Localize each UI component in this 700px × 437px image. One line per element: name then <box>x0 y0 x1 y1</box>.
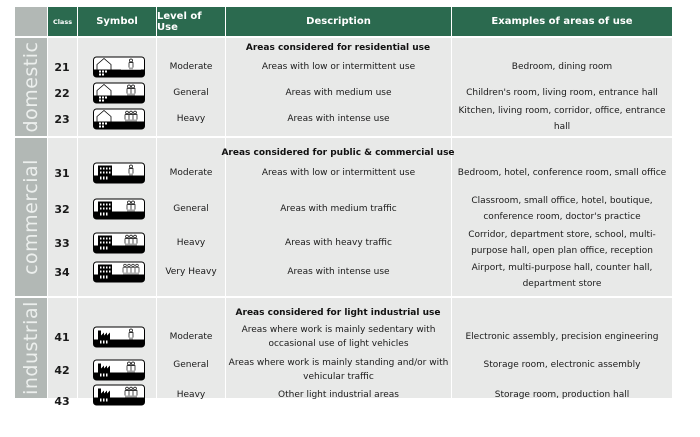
examples: Children's room, living room, entrance hall <box>466 88 658 98</box>
house-1-person-icon <box>93 57 145 78</box>
table-row <box>15 227 672 259</box>
header-class: Class <box>48 7 77 36</box>
table-row <box>15 193 672 225</box>
description: Areas with medium traffic <box>280 204 397 214</box>
office-2-persons-icon <box>93 199 145 220</box>
description: Areas with low or intermittent use <box>261 168 416 178</box>
level-of-use: General <box>173 360 209 370</box>
examples: Electronic assembly, precision engineering <box>465 332 659 342</box>
level-of-use: Heavy <box>176 390 206 400</box>
office-3-persons-icon <box>93 233 145 254</box>
level-of-use: Heavy <box>176 114 206 124</box>
level-of-use: General <box>173 88 209 98</box>
header-side-blank <box>15 7 47 36</box>
level-of-use: Moderate <box>169 168 213 178</box>
class-number: 32 <box>54 202 70 216</box>
factory-2-persons-icon <box>93 360 145 381</box>
section-commercial <box>15 138 672 296</box>
level-of-use: Very Heavy <box>165 267 217 277</box>
table-row <box>15 322 672 352</box>
table-row <box>15 83 672 103</box>
table-row <box>15 385 672 408</box>
table-row <box>15 57 672 77</box>
description: Areas where work is mainly standing and/or with vehicular traffic <box>228 358 449 382</box>
header-description: Description <box>226 7 451 36</box>
factory-1-person-icon <box>93 327 145 348</box>
level-of-use: Moderate <box>169 332 213 342</box>
table-row <box>15 106 672 132</box>
section-label: domestic <box>20 41 42 133</box>
class-number: 34 <box>54 265 70 279</box>
section-title: Areas considered for public & commercial use <box>221 148 455 158</box>
section-industrial <box>15 298 672 408</box>
examples: Corridor, department store, school, multi-purpose hall, open plan office, reception <box>468 230 656 256</box>
class-number: 22 <box>54 86 70 100</box>
level-of-use: Heavy <box>176 238 206 248</box>
examples: Airport, multi-purpose hall, counter hall, department store <box>471 263 653 289</box>
description: Other light industrial areas <box>278 390 399 400</box>
description: Areas with medium use <box>285 88 392 98</box>
table-row <box>15 260 672 292</box>
office-1-person-icon <box>93 163 145 184</box>
examples: Bedroom, hotel, conference room, small office <box>457 168 667 178</box>
class-number: 42 <box>54 363 70 377</box>
description: Areas where work is mainly sedentary with occasional use of light vehicles <box>241 325 436 349</box>
class-number: 43 <box>54 394 70 408</box>
examples: Bedroom, dining room <box>511 62 613 72</box>
house-2-persons-icon <box>93 83 145 104</box>
description: Areas with low or intermittent use <box>261 62 416 72</box>
level-of-use: General <box>173 204 209 214</box>
section-label: industrial <box>20 301 42 395</box>
section-label: commercial <box>20 159 42 275</box>
examples: Storage room, electronic assembly <box>483 360 641 370</box>
factory-3-persons-icon <box>93 385 145 406</box>
examples: Kitchen, living room, corridor, office, entrance hall <box>458 106 666 132</box>
header-examples: Examples of areas of use <box>452 7 672 36</box>
description: Areas with intense use <box>287 267 390 277</box>
class-number: 31 <box>54 166 70 180</box>
class-number: 23 <box>54 112 70 126</box>
house-3-persons-icon <box>93 109 145 130</box>
level-of-use: Moderate <box>169 62 213 72</box>
section-title: Areas considered for residential use <box>245 43 431 53</box>
description: Areas with intense use <box>287 114 390 124</box>
table-row <box>15 355 672 385</box>
section-domestic <box>15 38 672 136</box>
examples: Storage room, production hall <box>494 390 630 400</box>
table-header <box>15 7 672 36</box>
class-number: 41 <box>54 330 70 344</box>
table-row <box>15 162 672 184</box>
class-number: 21 <box>54 60 70 74</box>
office-4-persons-icon <box>93 262 145 283</box>
section-title: Areas considered for light industrial use <box>235 308 441 318</box>
header-symbol: Symbol <box>78 7 156 36</box>
examples: Classroom, small office, hotel, boutique, conference room, doctor's practice <box>471 196 653 222</box>
description: Areas with heavy traffic <box>285 238 392 248</box>
class-number: 33 <box>54 236 70 250</box>
header-level: Level of Use <box>157 7 225 36</box>
